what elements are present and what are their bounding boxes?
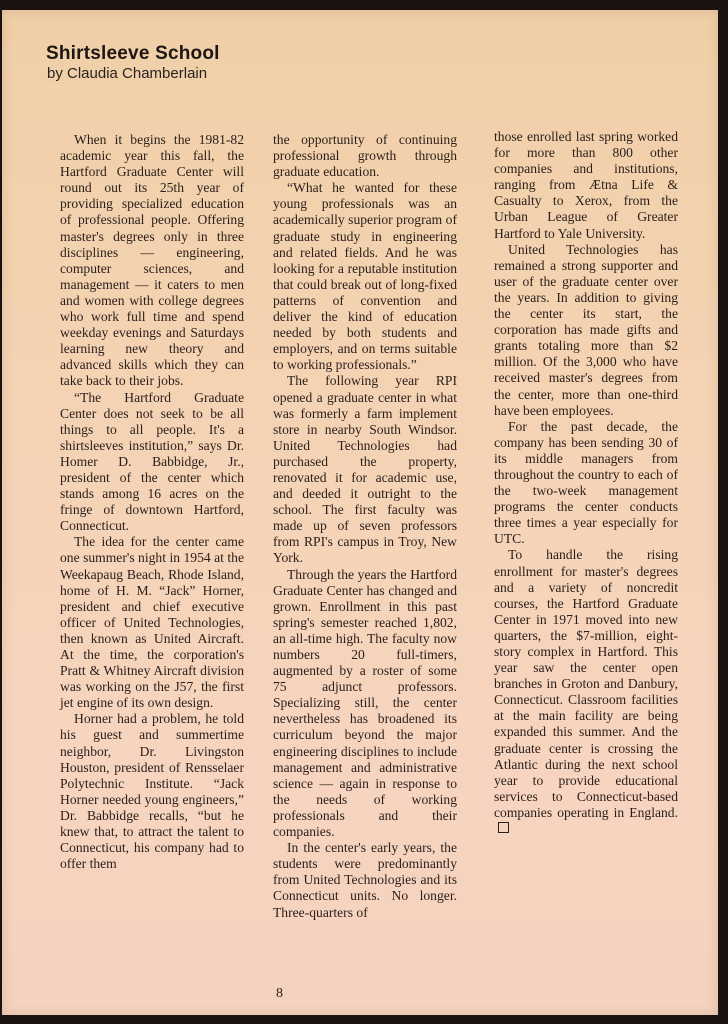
paragraph: United Technologies has remained a strong supporter and user of the graduate center over the years. In addition to giving the center its start, the corporation has made gifts and grants totaling more than $2 million. Of the 3,000 who have received master's degrees from the center, more than one-third have been employees. [494,241,678,418]
article-byline: by Claudia Chamberlain [47,65,208,82]
paragraph-text: To handle the rising enrollment for master's degrees and a variety of noncredit courses, the Hartford Graduate Center in 1971 moved into new quarters, the $7-million, eight-story complex in Hartford. This year saw the center open branches in Groton and Danbury, Connecticut. Classroom facilities at the main facility are being expanded this summer. And the graduate center is crossing the Atlantic during the next school year to provide educational services to Connecticut-based companies operating in England. [494,547,678,820]
paragraph: Horner had a problem, he told his guest and summertime neighbor, Dr. Livingston Houston, president of Rensselaer Polytechnic Institute. “Jack Horner needed young engineers,” Dr. Babbidge recalls, “but he knew that, to attract the talent to Connecticut, his company had to offer them [60,711,244,872]
paragraph: For the past decade, the company has been sending 30 of its middle managers from throughout the country to each of the two-week management programs the center conducts three times a year especially for UTC. [494,418,678,547]
paragraph: When it begins the 1981-82 academic year this fall, the Hartford Graduate Center will round out its 25th year of providing specialized education of professional people. Offering master's degrees only in three disciplines — engineering, computer sciences, and management — it caters to men and women with college degrees who work full time and spend weekday evenings and Saturdays learning new theory and advanced skills which they can take back to their jobs. [60,132,244,389]
paragraph: the opportunity of continuing professional growth through graduate education. [273,132,457,180]
page-number: 8 [276,986,283,1001]
paragraph: “The Hartford Graduate Center does not seek to be all things to all people. It's a shirtsleeves institution,” says Dr. Homer D. Babbidge, Jr., president of the center which stands among 16 acres on the fringe of downtown Hartford, Connecticut. [60,389,244,534]
article-title: Shirtsleeve School [46,43,220,64]
paragraph: In the center's early years, the students were predominantly from United Technologies and its Connecticut units. No longer. Three-quarters of [273,840,457,920]
end-mark-icon [498,822,509,833]
paragraph: The following year RPI opened a graduate center in what was formerly a farm implement store in nearby South Windsor. United Technologies had purchased the property, renovated it for academic use, and deeded it outright to the school. The first faculty was made up of seven professors from RPI's campus in Troy, New York. [273,373,457,566]
article-column-2 [273,132,457,921]
paragraph: those enrolled last spring worked for more than 800 other companies and institutions, ranging from Ætna Life & Casualty to Xerox, from the Urban League of Greater Hartford to Yale University. [494,129,678,241]
magazine-page [2,10,718,1015]
paragraph: Through the years the Hartford Graduate Center has changed and grown. Enrollment in this past spring's semester reached 1,802, an all-time high. The faculty now numbers 20 full-timers, augmented by a roster of some 75 adjunct professors. Specializing still, the center nevertheless has broadened its curriculum beyond the major engineering disciplines to include management and administrative science — again in response to the needs of working professionals and their companies. [273,566,457,840]
article-column-1 [60,132,244,872]
article-column-3 [494,129,678,837]
paragraph: “What he wanted for these young professionals was an academically superior program of graduate study in engineering and related fields. And he was looking for a reputable institution that could break out of long-fixed patterns of convention and deliver the kind of education needed by both students and employers, and on terms suitable to working professionals.” [273,180,457,373]
last-paragraph [494,547,678,837]
paragraph: The idea for the center came one summer's night in 1954 at the Weekapaug Beach, Rhode Island, home of H. M. “Jack” Horner, president and chief executive officer of United Technologies, then known as United Aircraft. At the time, the corporation's Pratt & Whitney Aircraft division was working on the J57, the first jet engine of its own design. [60,534,244,711]
